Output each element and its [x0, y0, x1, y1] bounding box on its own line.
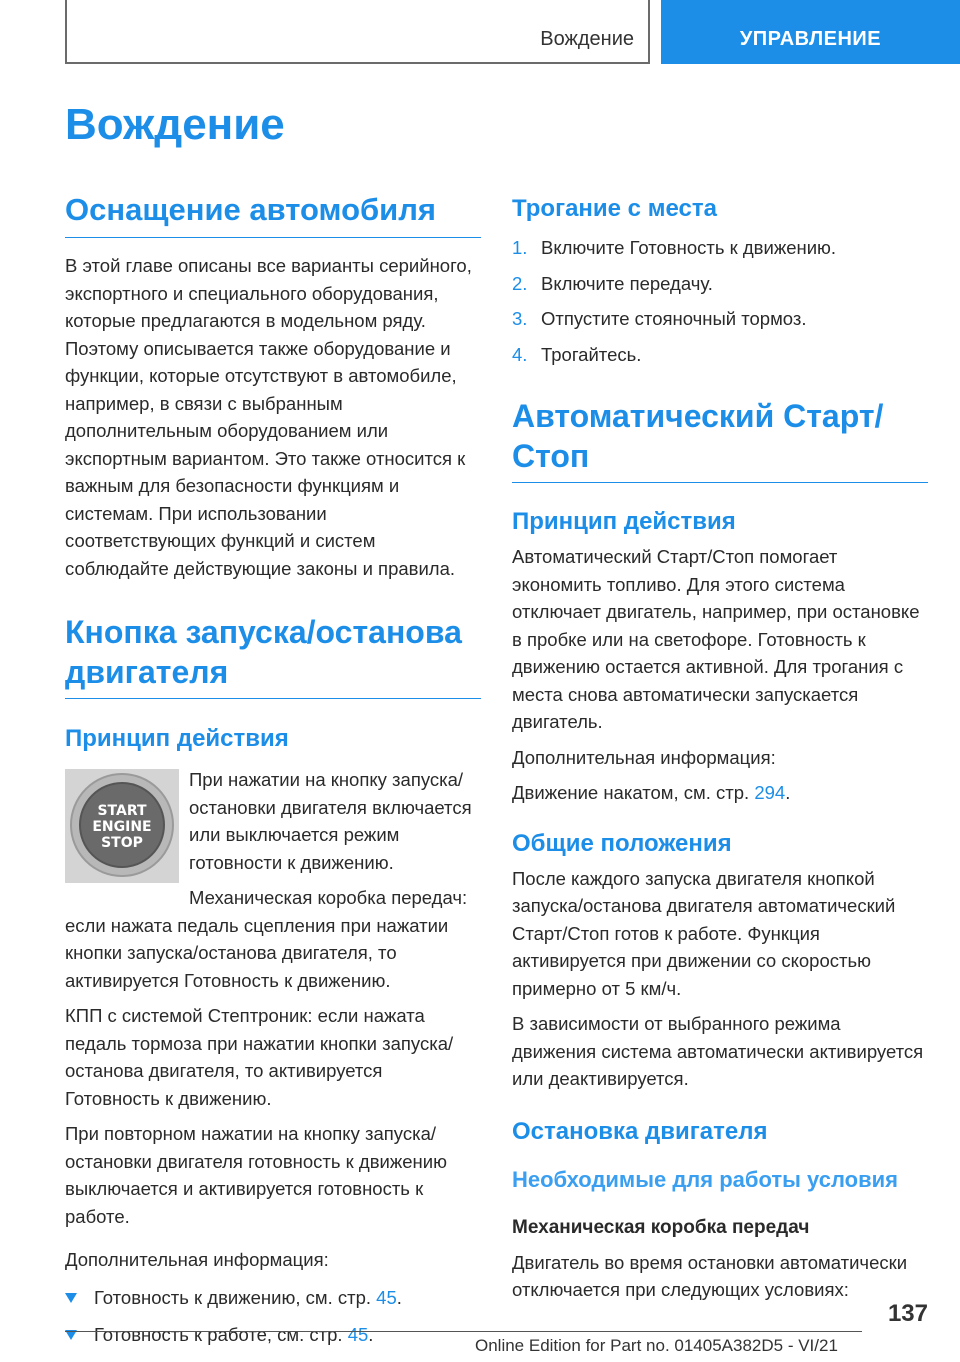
- heading-start-stop-button: Кнопка запуска/останова двигателя: [65, 612, 481, 699]
- paragraph-principle: Автоматический Старт/Стоп помогает экономить топливо. Для этого система отключает двигатель, например, при остановке в пробке или на светофоре. Готовность к движению остается активной. Для трогания с места снова автоматически запускается двигатель.: [512, 546, 920, 732]
- edition-note: Online Edition for Part no. 01405A382D5 - VI/21: [475, 1336, 838, 1355]
- header-chapter-tab: [661, 0, 960, 64]
- paragraph-general-1: После каждого запуска двигателя кнопкой запуска/останова двигателя автоматический Старт/Стоп готов к работе. Функция активируется при движении со скоростью примерно от 5 км/ч.: [512, 867, 896, 999]
- heading-equipment: Оснащение автомобиля: [65, 190, 481, 238]
- heading-manual-gearbox: Механическая коробка передач: [512, 1216, 810, 1238]
- page-link[interactable]: 294: [754, 782, 786, 803]
- header-chapter-label: УПРАВЛЕНИЕ: [739, 28, 882, 50]
- heading-principle-right: Принцип действия: [512, 508, 736, 535]
- coasting-reference: Движение накатом, см. стр. 294.: [512, 782, 791, 803]
- paragraph-repeat-press: При повторном нажатии на кнопку запуска/остановки двигателя готовность к движению выключается и активируется готовность к работе.: [65, 1123, 447, 1227]
- paragraph-steptronic: КПП с системой Стептроник: если нажата педаль тормоза при нажатии кнопки запуска/останова двигателя, то активируется Готовность к движению.: [65, 1005, 454, 1109]
- start-steps-list: [512, 234, 928, 368]
- heading-general: Общие положения: [512, 829, 732, 857]
- footer-divider: [65, 1331, 862, 1332]
- start-engine-stop-button-image: [65, 769, 179, 883]
- paragraph-equipment: В этой главе описаны все варианты серийного, экспортного и специального оборудования, которые предлагаются в модельном ряду. Поэтому описывается также оборудование и функции, которые отсутствуют в автомобиле, например, в связи с выбранным дополнительным оборудованием или экспортным вариантом. Это также относится к важным для безопасности функциям и системам. При использовании соответствующих функций и систем соблюдайте действующие законы и правила.: [65, 255, 472, 579]
- left-column: [65, 190, 481, 1359]
- list-item: Готовность к движению, см. стр. 45.: [65, 1284, 481, 1312]
- heading-start-driving: Трогание с места: [512, 195, 717, 222]
- heading-auto-start-stop: Автоматический Старт/Стоп: [512, 396, 928, 483]
- triangle-bullet-icon: [65, 1293, 77, 1303]
- paragraph-manual-conditions: Двигатель во время остановки автоматически отключается при следующих условиях:: [512, 1251, 908, 1300]
- list-item: 3. Отпустите стояночный тормоз.: [512, 308, 807, 329]
- paragraph-general-2: В зависимости от выбранного режима движения система автоматически активируется или деактивируется.: [512, 1013, 924, 1089]
- paragraph-manual-gearbox: Механическая коробка передач: если нажата педаль сцепления при нажатии кнопки запуска/останова двигателя, то активируется Готовность к движению.: [65, 887, 468, 991]
- header-section-label: Вождение: [540, 28, 634, 50]
- button-label-text: START ENGINE STOP: [92, 803, 152, 851]
- header-section-tab: [65, 0, 650, 64]
- heading-engine-stop: Остановка двигателя: [512, 1117, 768, 1145]
- page-number: 137: [887, 1300, 928, 1327]
- more-info-list: [65, 1284, 481, 1349]
- right-column: [512, 190, 928, 1304]
- list-item: 2. Включите передачу.: [512, 272, 713, 294]
- heading-conditions: Необходимые для работы условия: [512, 1166, 898, 1192]
- more-info-label-right: Дополнительная информация:: [512, 746, 776, 768]
- list-item: 4. Трогайтесь.: [512, 343, 642, 365]
- page-title: Вождение: [65, 100, 285, 149]
- more-info-label: Дополнительная информация:: [65, 1249, 329, 1270]
- page-link[interactable]: 45: [347, 1324, 369, 1345]
- button-block: [65, 766, 481, 994]
- page-link[interactable]: 45: [376, 1286, 397, 1308]
- heading-principle-left: Принцип действия: [65, 725, 289, 752]
- paragraph-press-button: При нажатии на кнопку запуска/остановки двигателя включается или выключается режим готовности к движению.: [189, 769, 472, 873]
- list-item: Готовность к работе, см. стр. 45.: [65, 1321, 481, 1349]
- list-item: 1. Включите Готовность к движению.: [512, 237, 837, 258]
